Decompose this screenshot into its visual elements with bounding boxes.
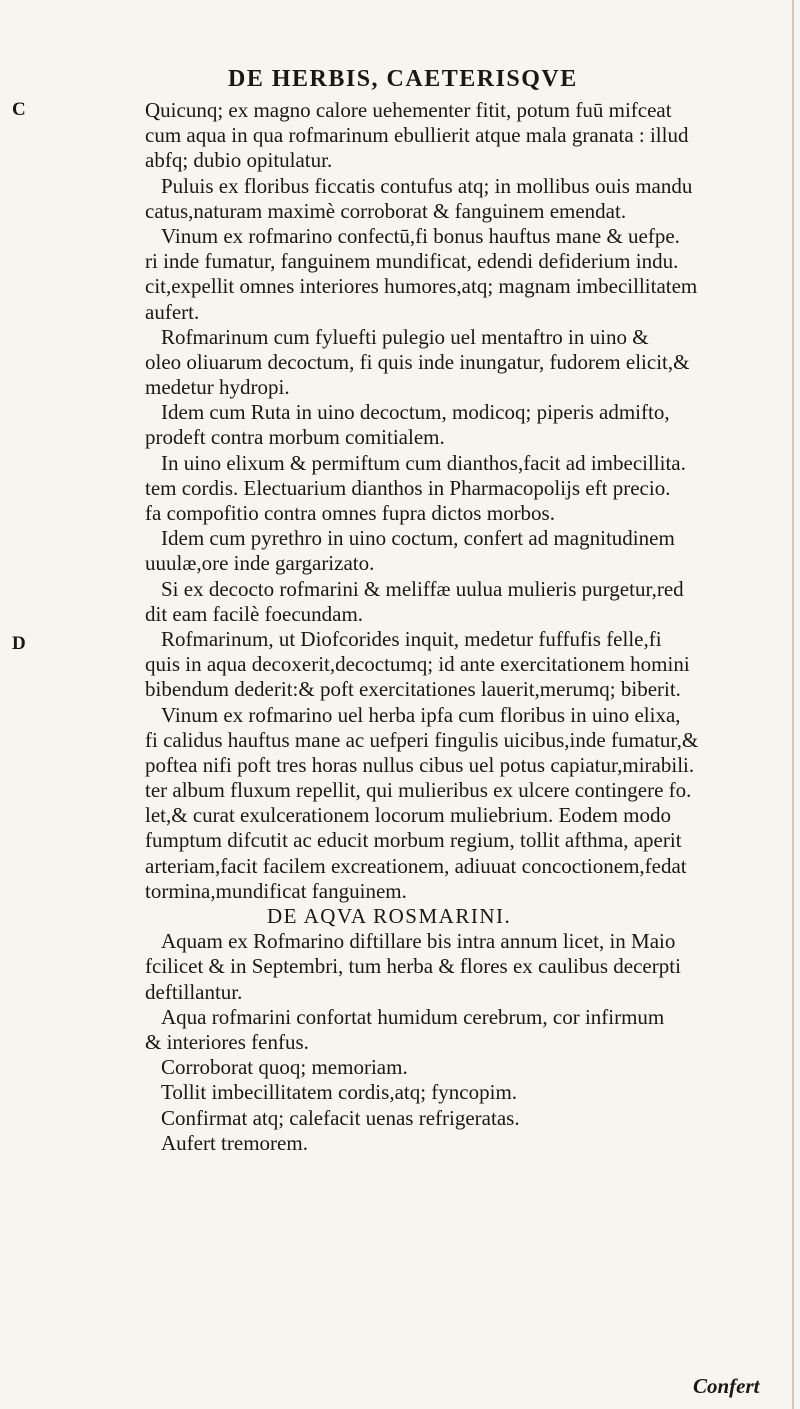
text-line: poftea nifi poft tres horas nullus cibus uel potus capiatur,mirabili.: [145, 752, 695, 777]
text-line: uuulæ,ore inde gargarizato.: [145, 551, 375, 576]
margin-letter-c: C: [12, 99, 26, 120]
text-line: Aquam ex Rofmarino diftillare bis intra annum licet, in Maio: [161, 929, 676, 954]
text-line: ri inde fumatur, fanguinem mundificat, edendi defiderium indu.: [145, 249, 679, 274]
text-line: Vinum ex rofmarino uel herba ipfa cum floribus in uino elixa,: [161, 702, 681, 727]
text-line: Idem cum Ruta in uino decoctum, modicoq; piperis admifto,: [161, 400, 670, 425]
text-line: Corroborat quoq; memoriam.: [161, 1055, 408, 1080]
text-line: & interiores fenfus.: [145, 1029, 309, 1054]
text-line: Vinum ex rofmarino confectū,fi bonus hauftus mane & uefpe.: [161, 223, 680, 248]
text-line: tem cordis. Electuarium dianthos in Pharmacopolijs eft precio.: [145, 475, 671, 500]
text-line: ter album fluxum repellit, qui mulieribus ex ulcere contingere fo.: [145, 778, 692, 803]
text-line: bibendum dederit:& poft exercitationes lauerit,merumq; biberit.: [145, 677, 681, 702]
text-line: cit,expellit omnes interiores humores,atq; magnam imbecillitatem: [145, 274, 698, 299]
body-text: [145, 98, 795, 1156]
text-line: abfq; dubio opitulatur.: [145, 148, 333, 173]
text-line: let,& curat exulcerationem locorum muliebrium. Eodem modo: [145, 803, 672, 828]
text-line: Aufert tremorem.: [161, 1130, 308, 1155]
margin-letter-d: D: [12, 633, 26, 654]
text-line: Quicunq; ex magno calore uehementer fitit, potum fuū mifceat: [145, 98, 672, 122]
text-line: Tollit imbecillitatem cordis,atq; fyncopim.: [161, 1080, 518, 1105]
text-line: fa compofitio contra omnes fupra dictos morbos.: [145, 501, 555, 525]
text-line: Confirmat atq; calefacit uenas refrigeratas.: [161, 1105, 520, 1130]
text-line: oleo oliuarum decoctum, fi quis inde inungatur, fudorem elicit,&: [145, 349, 690, 374]
text-line: Rofmarinum, ut Diofcorides inquit, medetur fuffufis felle,fi: [161, 626, 662, 651]
text-line: In uino elixum & permiftum cum dianthos,facit ad imbecillita.: [161, 450, 686, 475]
text-line: medetur hydropi.: [145, 375, 290, 400]
text-line: cum aqua in qua rofmarinum ebullierit atque mala granata : illud: [145, 123, 689, 148]
text-line: aufert.: [145, 299, 200, 324]
text-line: prodeft contra morbum comitialem.: [145, 425, 445, 450]
section-heading: DE AQVA ROSMARINI.: [267, 904, 512, 928]
text-line: tormina,mundificat fanguinem.: [145, 878, 407, 903]
text-line: Si ex decocto rofmarini & meliffæ uulua mulieris purgetur,red: [161, 576, 684, 601]
text-line: Aqua rofmarini confortat humidum cerebrum, cor infirmum: [161, 1004, 665, 1029]
catchword: Confert: [693, 1374, 760, 1398]
text-line: Rofmarinum cum fyluefti pulegio uel mentaftro in uino &: [161, 324, 649, 349]
running-header: DE HERBIS, CAETERISQVE: [228, 66, 578, 92]
text-line: deftillantur.: [145, 979, 243, 1004]
text-line: quis in aqua decoxerit,decoctumq; id ante exercitationem homini: [145, 652, 690, 677]
text-line: Idem cum pyrethro in uino coctum, confert ad magnitudinem: [161, 526, 675, 551]
text-line: dit eam facilè foecundam.: [145, 601, 364, 626]
text-line: fumptum difcutit ac educit morbum regium, tollit afthma, aperit: [145, 828, 682, 853]
text-line: catus,naturam maximè corroborat & fanguinem emendat.: [145, 198, 627, 223]
text-line: fi calidus hauftus mane ac uefperi fingulis uicibus,inde fumatur,&: [145, 727, 699, 752]
text-line: Puluis ex floribus ficcatis contufus atq; in mollibus ouis mandu: [161, 173, 693, 198]
text-line: arteriam,facit facilem excreationem, adiuuat concoctionem,fedat: [145, 853, 687, 878]
text-line: fcilicet & in Septembri, tum herba & flores ex caulibus decerpti: [145, 954, 681, 979]
